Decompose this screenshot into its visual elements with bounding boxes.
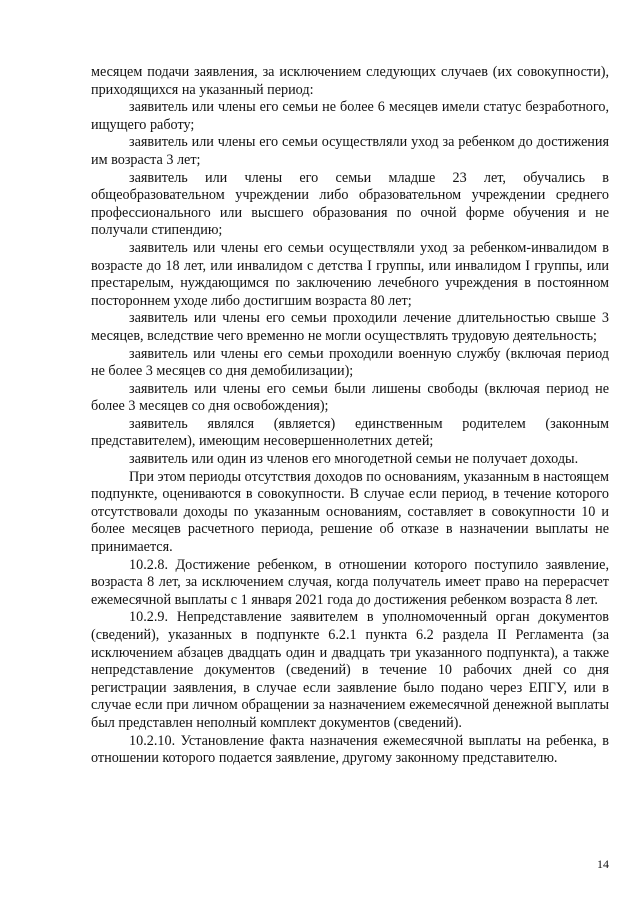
list-item-disabled-care: заявитель или члены его семьи осуществляли уход за ребенком-инвалидом в возрасте до 18 лет, или инвалидом с детства I группы, или инвалидом I группы, или престарелым, нуждающимся по заключению лечебного учреждения в постоянном постороннем уходе либо достигшим возраста 80 лет;	[91, 239, 609, 309]
document-body	[91, 64, 609, 768]
page-number: 14	[597, 857, 609, 871]
paragraph-aggregate-periods: При этом периоды отсутствия доходов по основаниям, указанным в настоящем подпункте, оцениваются в совокупности. В случае если период, в течение которого отсутствовали доходы по указанным основаниям, составляет в совокупности 10 и более месяцев расчетного периода, решение об отказе в назначении выплаты не принимается.	[91, 468, 609, 556]
clause-10-2-10: 10.2.10. Установление факта назначения ежемесячной выплаты на ребенка, в отношении которого подается заявление, другому законному представителю.	[91, 732, 609, 767]
clause-10-2-8: 10.2.8. Достижение ребенком, в отношении которого поступило заявление, возраста 8 лет, за исключением случая, когда получатель имеет право на перерасчет ежемесячной выплаты с 1 января 2021 года до достижения ребенком возраста 8 лет.	[91, 556, 609, 608]
list-item-military-service: заявитель или члены его семьи проходили военную службу (включая период не более 3 месяцев со дня демобилизации);	[91, 345, 609, 380]
list-item-medical-treatment: заявитель или члены его семьи проходили лечение длительностью свыше 3 месяцев, вследствие чего временно не могли осуществлять трудовую деятельность;	[91, 310, 609, 344]
list-item-students: заявитель или члены его семьи младше 23 лет, обучались в общеобразовательном учреждении либо образовательном учреждении среднего профессионального или высшего образования по очной форме обучения и не получали стипендию;	[91, 169, 609, 239]
list-item-single-parent: заявитель являлся (является) единственным родителем (законным представителем), имеющим несовершеннолетних детей;	[91, 415, 609, 450]
clause-10-2-9: 10.2.9. Непредставление заявителем в уполномоченный орган документов (сведений), указанных в подпункте 6.2.1 пункта 6.2 раздела II Регламента (за исключением абзацев двадцать один и двадцать три указанного подпункта), а также непредставление документов (сведений) в течение 10 рабочих дней со дня регистрации заявления, в случае если заявление было подано через ЕПГУ, или в случае если при личном обращении за назначением ежемесячной денежной выплаты был представлен неполный комплект документов (сведений).	[91, 609, 609, 731]
paragraph-continuation: месяцем подачи заявления, за исключением следующих случаев (их совокупности), приходящихся на указанный период:	[91, 64, 609, 98]
list-item-unemployed: заявитель или члены его семьи не более 6 месяцев имели статус безработного, ищущего работу;	[91, 99, 609, 133]
list-item-childcare: заявитель или члены его семьи осуществляли уход за ребенком до достижения им возраста 3 лет;	[91, 134, 609, 168]
list-item-imprisonment: заявитель или члены его семьи были лишены свободы (включая период не более 3 месяцев со дня освобождения);	[91, 380, 609, 415]
list-item-large-family: заявитель или один из членов его многодетной семьи не получает доходы.	[129, 451, 579, 468]
